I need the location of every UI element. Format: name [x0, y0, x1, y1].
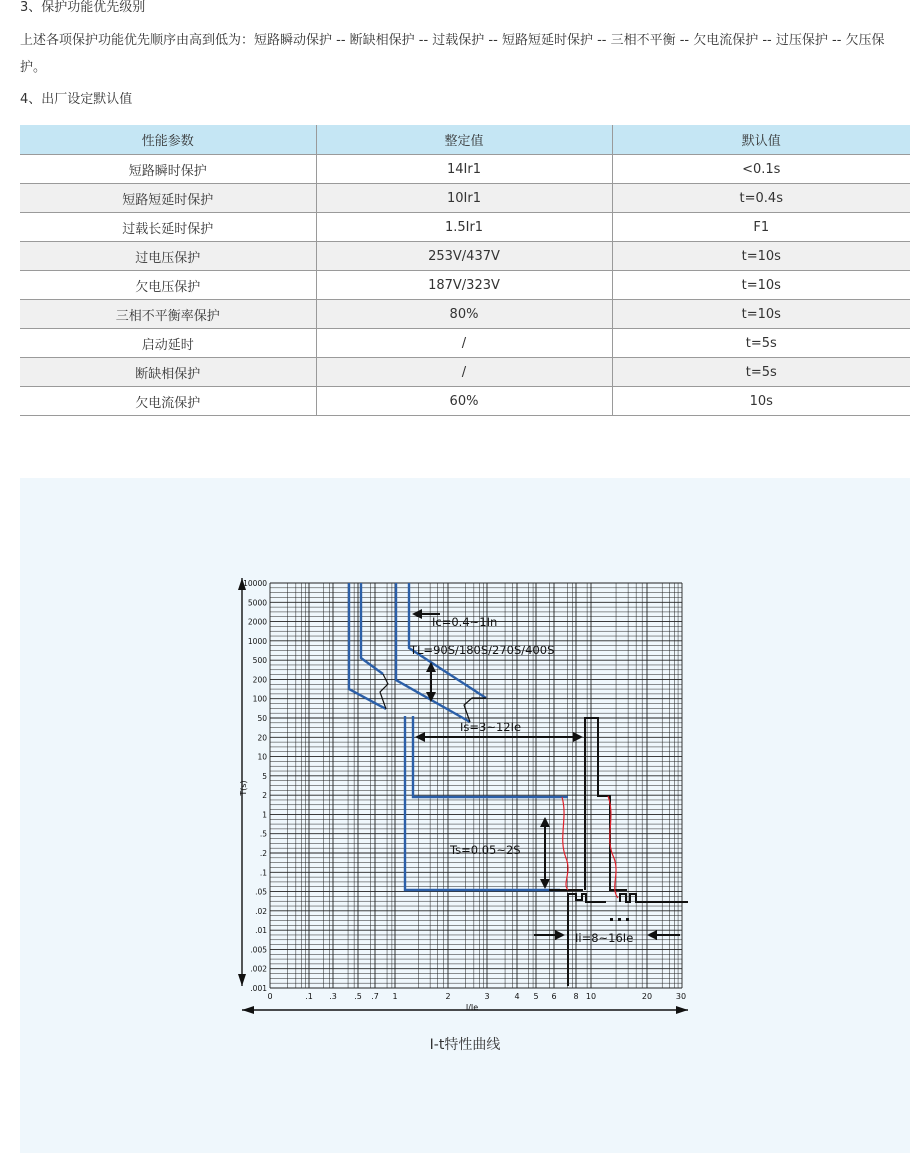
y-tick-label: .2 — [259, 849, 267, 858]
x-tick-label: 2 — [445, 992, 451, 1001]
table-cell: 253V/437V — [316, 242, 612, 271]
table-row — [20, 213, 910, 242]
chart-annotation: Ii=8~16Ie — [575, 931, 634, 945]
chart-annotation: TL=90S/180S/270S/400S — [410, 643, 555, 657]
table-cell: 过电压保护 — [20, 242, 316, 271]
table-cell: / — [316, 329, 612, 358]
y-tick-label: 10 — [257, 752, 267, 762]
x-tick-label: 3 — [484, 992, 490, 1001]
table-cell: t=10s — [612, 242, 910, 271]
table-cell: 10s — [612, 387, 910, 416]
table-cell: t=10s — [612, 300, 910, 329]
table-cell: 欠电流保护 — [20, 387, 316, 416]
x-tick-label: 4 — [514, 992, 520, 1001]
y-tick-label: 50 — [257, 714, 267, 723]
table-row — [20, 184, 910, 213]
table-cell: 断缺相保护 — [20, 358, 316, 387]
table-cell: 1.5Ir1 — [316, 213, 612, 242]
chart-annotation: Ts=0.05~2S — [450, 843, 521, 857]
x-tick-label: .1 — [305, 992, 313, 1001]
y-tick-label: 5 — [262, 771, 267, 781]
table-row — [20, 242, 910, 271]
table-header-row — [20, 125, 910, 155]
priority-paragraph: 上述各项保护功能优先顺序由高到低为：短路瞬动保护 -- 断缺相保护 -- 过载保护 -- 短路短延时保护 -- 三相不平衡 -- 欠电流保护 -- 过压保护 -- 欠压保护。 — [20, 33, 885, 75]
x-axis-arrow-left — [242, 1006, 254, 1014]
x-tick-label: .3 — [329, 992, 337, 1001]
x-axis-arrow-right — [676, 1006, 688, 1014]
annotation-arrowhead — [540, 879, 550, 889]
it-curve-chart — [20, 478, 910, 1018]
y-tick-label: .1 — [259, 868, 267, 878]
column-header: 整定值 — [316, 125, 612, 155]
y-axis-arrow-down — [238, 974, 246, 986]
x-tick-label: .7 — [371, 992, 379, 1001]
dot-marker — [618, 918, 621, 921]
y-tick-label: 2 — [262, 791, 267, 801]
chart-caption: I-t特性曲线 — [429, 1037, 501, 1053]
annotation-arrowhead — [415, 732, 425, 742]
y-tick-label: 10000 — [243, 579, 267, 588]
y-tick-label: 500 — [252, 656, 267, 666]
annotation-arrowhead — [647, 930, 657, 940]
table-cell: / — [316, 358, 612, 387]
y-tick-label: .01 — [255, 926, 267, 936]
table-row — [20, 271, 910, 300]
table-cell: 短路瞬时保护 — [20, 155, 316, 184]
y-tick-label: .002 — [250, 964, 267, 974]
x-tick-label: 1 — [392, 992, 398, 1001]
table-cell: 10Ir1 — [316, 184, 612, 213]
table-cell: 短路短延时保护 — [20, 184, 316, 213]
table-cell: 启动延时 — [20, 329, 316, 358]
y-tick-label: .02 — [255, 906, 267, 916]
annotation-arrowhead — [573, 732, 583, 742]
dot-marker — [626, 918, 629, 921]
annotation-arrowhead — [555, 930, 565, 940]
y-tick-label: 200 — [252, 675, 267, 685]
table-cell: 80% — [316, 300, 612, 329]
column-header: 默认值 — [612, 125, 910, 155]
section4-heading: 4、出厂设定默认值 — [20, 92, 133, 107]
table-cell: 欠电压保护 — [20, 271, 316, 300]
chart-annotation: Is=3~12Ie — [460, 720, 522, 734]
table-cell: 过载长延时保护 — [20, 213, 316, 242]
y-tick-label: 2000 — [247, 617, 267, 627]
table-row — [20, 300, 910, 329]
table-cell: t=10s — [612, 271, 910, 300]
x-tick-label: 8 — [573, 992, 579, 1001]
annotation-arrowhead — [412, 609, 422, 619]
table-cell: t=5s — [612, 329, 910, 358]
section3-heading: 3、保护功能优先级别 — [20, 0, 146, 15]
defaults-table — [20, 125, 910, 416]
y-tick-label: 5000 — [247, 598, 267, 608]
y-tick-label: .005 — [250, 945, 267, 955]
table-row — [20, 155, 910, 184]
x-tick-label: 6 — [551, 992, 557, 1001]
x-tick-label: 20 — [641, 992, 653, 1001]
x-tick-label: 0 — [267, 992, 273, 1001]
y-tick-label: .5 — [259, 829, 267, 839]
column-header: 性能参数 — [20, 125, 316, 155]
x-tick-label: 5 — [533, 992, 539, 1001]
table-cell: 60% — [316, 387, 612, 416]
table-cell: 三相不平衡率保护 — [20, 300, 316, 329]
table-row — [20, 358, 910, 387]
y-tick-label: .05 — [255, 887, 267, 897]
table-cell: 14Ir1 — [316, 155, 612, 184]
x-tick-label: .5 — [354, 992, 362, 1001]
y-tick-label: 20 — [257, 733, 267, 743]
dot-marker — [610, 918, 613, 921]
annotation-arrowhead — [540, 817, 550, 827]
table-row — [20, 329, 910, 358]
instant-curve-tail — [620, 894, 688, 902]
x-axis-title: I/Ie — [465, 1003, 479, 1012]
table-cell: t=0.4s — [612, 184, 910, 213]
y-axis-title: T(s) — [239, 780, 248, 796]
table-row — [20, 387, 910, 416]
chart-annotation: Ic=0.4~1In — [432, 615, 498, 629]
table-cell: <0.1s — [612, 155, 910, 184]
table-cell: t=5s — [612, 358, 910, 387]
table-cell: 187V/323V — [316, 271, 612, 300]
y-tick-label: 100 — [252, 694, 267, 704]
x-tick-label: 30 — [675, 992, 687, 1001]
y-tick-label: .001 — [250, 984, 267, 993]
table-cell: F1 — [612, 213, 910, 242]
it-curve-panel — [20, 478, 910, 1153]
x-tick-label: 10 — [585, 992, 597, 1001]
y-tick-label: 1 — [262, 810, 267, 820]
y-tick-label: 1000 — [247, 636, 267, 646]
